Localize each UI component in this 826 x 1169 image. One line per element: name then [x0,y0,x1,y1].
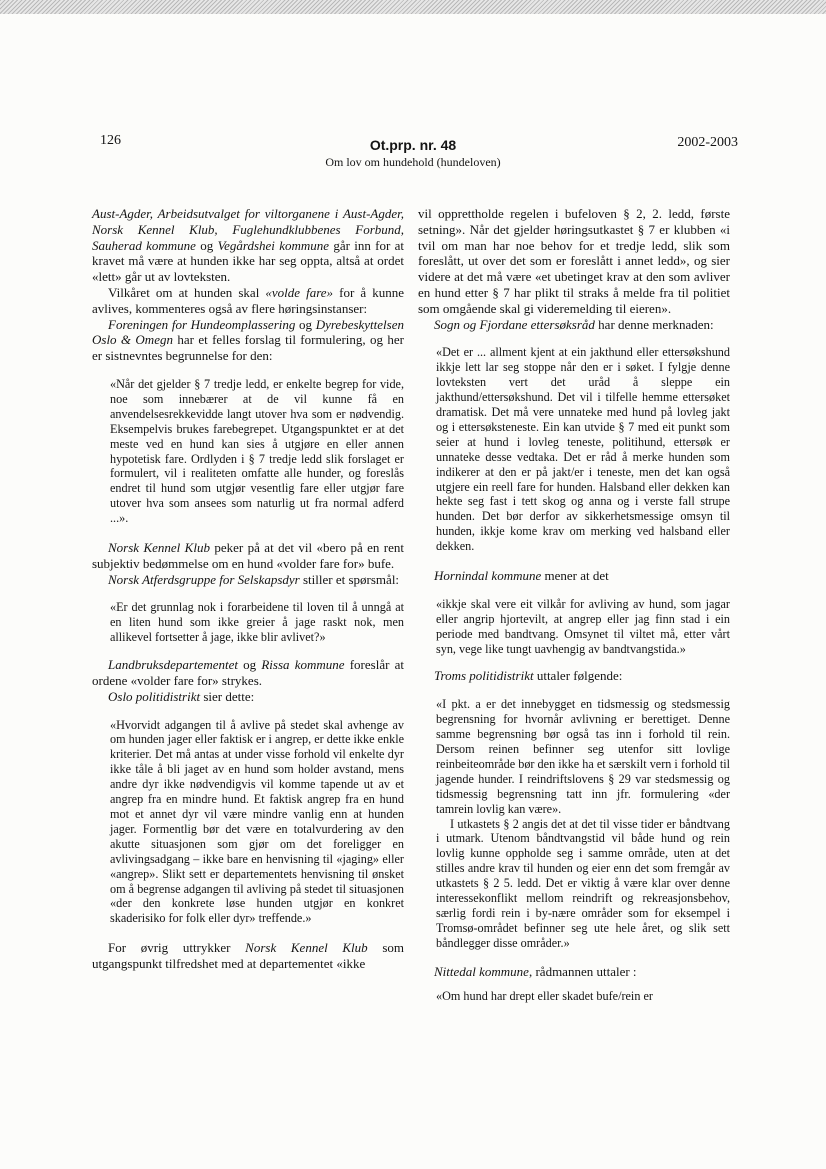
paragraph [418,964,730,980]
italic-name: Dyrebeskyttelsen Oslo & Omegn [92,316,404,348]
text: går inn for at kravet må være at hunden ikke har seg oppta, altså at ordet «lett» går ut av lovteksten. [92,237,405,285]
italic-name: Foreningen for Hundeomplassering [108,316,296,332]
text: uttaler følgende: [533,668,623,684]
paragraph [92,540,404,572]
text: har et felles forslag til formulering, og her er sistnevntes begrunnelse for den: [92,332,405,364]
italic-name: Landbruksdepartementet [108,657,238,673]
text: og [295,316,316,332]
block-quote: «Når det gjelder § 7 tredje ledd, er enkelte begrep for vide, noe som innebærer at de vil kunne få en anvendelsesrekkevidde langt utover hva som er nødvendig. Eksempelvis brukes farebegrepet. Utgangspunktet er at det meste ved en hund kan sies å utgjøre en eller annen hypotetisk fare. Ordlyden i § 7 tredje ledd slik forslaget er formulert, vil i realiteten omfatte alle hunder, og foreslås endret til hund som utgjør vesentlig fare eller utgjør fare utover hva som ansees som naturlig ut fra normal adferd ...». [110,376,404,526]
text: for å kunne avlives, kommenteres også av flere høringsinstanser: [92,284,404,316]
paragraph [418,668,730,684]
block-quote-continuation: I utkastets § 2 angis det at det til visse tider er båndtvang i utmark. Utenom båndtvangstid vil både hund og rein lovlig kunne oppholde seg i samme område, uten at det stilles andre krav til hunden og eier enn det som fremgår av utkastets § 2 5. ledd. Det er viktig å være klar over denne interessekonflikt mellom reindrift og rekreasjonsbehov, særlig fordi rein i by-nære områder som for eksempel i Tromsø-området befinner seg ute hele året, og slik sett båndlegger disse områder.» [436,816,730,950]
italic-name: Aust-Agder, Arbeidsutvalget for viltorganene i Aust-Agder, Norsk Kennel Klub, Fuglehundklubbenes Forbund, Sauherad kommune [92,206,404,253]
text: har denne merknaden: [594,316,714,332]
paragraph [92,206,404,285]
text: For øvrig uttrykker [108,940,246,956]
block-quote: «Hvorvidt adgangen til å avlive på stedet skal avhenge av om hunden jager eller faktisk er i angrep, er dette ikke enkle kriterier. Det må antas at under visse forhold vil enkelte dyr ikke tåle å bli jaget av en hund som holder avstand, mens andre dyr ikke nødvendigvis vil komme tapende ut av et angrep fra en mindre hund. Et faktisk angrep fra en hund mot et annet dyr vil være mindre vanlig enn at hunden jager. Formentlig bør det være en totalvurdering av den akutte situasjonen som gjør om det foreligger en avlivingsadgang – ikke bare en henvisning til «jaging» eller «angrep». Slikt sett er departementets henvisning til ønsket om å begrense adgangen til avliving på stedet til situasjonen «der den konkrete løse hunden utgjør en konkret skaderisiko for folk eller dyr» treffende.» [110,717,404,926]
document-title: Ot.prp. nr. 48 [369,137,457,153]
text: peker på at det vil «bero på en rent subjektiv bedømmelse om en hund «volder fare for» bufe. [92,540,404,571]
paragraph [92,689,404,705]
italic-term: «volde fare» [265,284,334,300]
text: mener at det [541,568,609,584]
text: Vilkåret om at hunden skal [108,284,266,300]
block-quote: «I pkt. a er det innebygget en tidsmessig og stedsmessig begrensning for hvornår avlivning er berettiget. Denne samme begrensning bør også tas inn i forhold til rein. Dersom reinen befinner seg utenfor sitt lovlige reinbeiteområde bør den ikke ha et særskilt vern i forhold til jagende hunder. I reindriftslovens § 29 var stedsmessig og tidsmessig begrensning tatt inn jfr. formulering «der tamrein lovlig kan være». [436,697,730,816]
document-year: 2002-2003 [677,135,738,150]
paragraph [92,572,404,588]
paragraph [92,940,404,972]
paragraph [418,568,730,584]
paragraph [92,317,404,364]
italic-name: Oslo politidistrikt [108,688,201,704]
paragraph [418,317,730,333]
page-number: 126 [100,133,121,148]
block-quote: «Om hund har drept eller skadet bufe/rein er [436,989,653,1004]
right-column [418,206,730,1018]
paragraph: vil opprettholde regelen i bufeloven § 2, 2. ledd, første setning». Når det gjelder høringsutkastet § 7 er klubben «i tvil om man har noe behov for et tredje ledd, slik som foreslått, ut over det som er foreslått i annet ledd», og sier videre at det må være «et ubetinget krav at den som avliver en hund etter § 7 har plikt til straks å melde fra til politiet som omgående skal gi videremelding til eieren». [418,206,730,316]
block-quote: «Er det grunnlag nok i forarbeidene til loven til å unngå at en liten hund som ikke greier å jage raskt nok, men allikevel fortsetter å jage, ikke blir avlivet?» [110,600,404,645]
scan-edge-strip [0,0,826,14]
text: foreslår at ordene «volder fare for» strykes. [92,657,404,688]
italic-name: Norsk Kennel Klub [245,940,368,956]
left-column [92,206,404,972]
italic-name: Troms politidistrikt [434,668,534,684]
document-subtitle: Om lov om hundehold (hundeloven) [325,155,501,169]
italic-name: Norsk Atferdsgruppe for Selskapsdyr [108,571,300,587]
paragraph [92,657,404,689]
text: , rådmannen uttaler : [528,963,637,979]
block-quote: «Det er ... allment kjent at ein jakthund eller ettersøkshund ikkje lett lar seg stoppe når den er i søket. I fylgje denne lovteksten vert det uråd å sleppe ein jakthund/ettersøkshund. Det vil i tilfelle hemme ettersøket dramatisk. Det må vere unnateke med hund på lovleg jakt og i ettersøksteneste. Ein kan utvide § 7 med eit punkt som seier at hund i lovleg teneste, politihund, ettersøk er unnateke desse vedtaka. Det er råd å merke hunden som indikerer at den er på jakt/er i teneste, men det kan også utgjere ein reell fare for hunden. Halsband eller dekken kan hekte seg fast i tett skog og anna og i verste fall strupe hunden. Det bør derfor av sikkerhetsmessige omsyn til hunden, ikkje kome krav om merking ved halsband eller dekken. [436,345,730,554]
italic-name: Vegårdshei kommune [217,237,330,253]
italic-name: Sogn og Fjordane ettersøksråd [434,316,595,332]
text: og [195,237,218,253]
italic-name: Norsk Kennel Klub [108,540,210,556]
text: og [237,657,262,673]
text: stiller et spørsmål: [299,571,400,587]
paragraph [92,285,404,317]
italic-name: Nittedal kommune [434,963,529,979]
italic-name: Hornindal kommune [434,568,542,584]
text: sier dette: [200,688,255,704]
italic-name: Rissa kommune [261,657,345,673]
text: som utgangspunkt tilfredshet med at departementet «ikke [92,940,404,972]
block-quote: «ikkje skal vere eit vilkår for avliving av hund, som jagar eller angrip hjortevilt, at angrep eller jag finn stad i ein periode med bandtvang. Omsynet til viltet må, etter vårt syn, vege like tungt uavhengig av bandtvangstida.» [436,596,730,656]
